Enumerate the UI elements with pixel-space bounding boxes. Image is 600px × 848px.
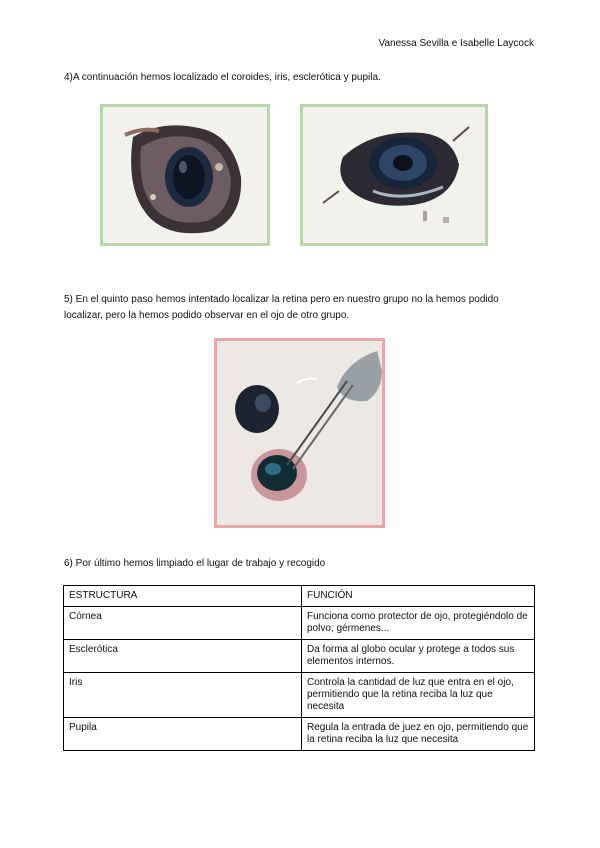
cell-function: Regula la entrada de juez en ojo, permitiendo que la retina reciba la luz que necesita: [302, 718, 535, 751]
header-funcion: FUNCIÓN: [302, 586, 535, 607]
cell-structure: Pupila: [64, 718, 302, 751]
cell-function: Da forma al globo ocular y protege a todos sus elementos internos.: [302, 640, 535, 673]
cell-function: Controla la cantidad de luz que entra en el ojo, permitiendo que la retina reciba la luz que necesita: [302, 673, 535, 718]
cell-structure: Esclerótica: [64, 640, 302, 673]
table-row: [64, 718, 535, 751]
cell-structure: Iris: [64, 673, 302, 718]
step-5-text: 5) En el quinto paso hemos intentado localizar la retina pero en nuestro grupo no la hemos podido localizar, pero la hemos podido observar en el ojo de otro grupo.: [64, 294, 499, 321]
step-4-text: 4)A continuación hemos localizado el coroides, iris, esclerótica y pupila.: [64, 72, 381, 83]
cell-structure: Córnea: [64, 607, 302, 640]
dissected-eye-photo-2: [300, 104, 488, 246]
author-header: Vanessa Sevilla e Isabelle Laycock: [378, 38, 534, 49]
dissected-eye-photo-1: [100, 104, 270, 246]
table-row: [64, 640, 535, 673]
table-header-row: [64, 586, 535, 607]
cell-function: Funciona como protector de ojo, protegiéndolo de polvo, gérmenes...: [302, 607, 535, 640]
step-6-text: 6) Por último hemos limpiado el lugar de trabajo y recogido: [64, 558, 326, 569]
structure-function-table: [63, 585, 535, 751]
table-row: [64, 673, 535, 718]
table-row: [64, 607, 535, 640]
header-estructura: ESTRUCTURA: [64, 586, 302, 607]
retina-observation-photo: [214, 338, 385, 528]
